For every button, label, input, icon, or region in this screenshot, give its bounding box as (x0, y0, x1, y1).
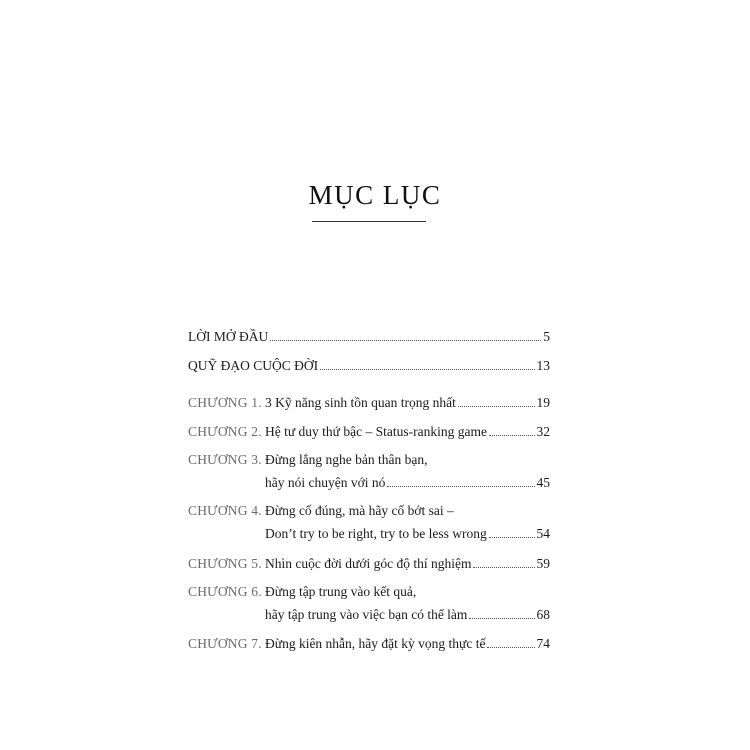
toc-page-number: 13 (536, 358, 550, 373)
dot-leader (469, 604, 534, 619)
chapter-title-continued: Don’t try to be right, try to be less wrong (265, 526, 487, 541)
dot-leader (487, 633, 534, 648)
chapter-number: CHƯƠNG 5. (188, 556, 262, 571)
chapter-title-continued: hãy tập trung vào việc bạn có thể làm (265, 607, 468, 622)
toc-page-number: 74 (536, 636, 550, 651)
toc-entry-intro[interactable] (188, 326, 550, 346)
chapter-number: CHƯƠNG 1. (188, 395, 262, 410)
dot-leader (489, 523, 535, 538)
toc-entry-chapter-4-cont[interactable] (188, 523, 550, 543)
chapter-title: Nhìn cuộc đời dưới góc độ thí nghiệm (265, 556, 472, 571)
chapter-number: CHƯƠNG 6. (188, 584, 262, 599)
toc-entry-label: LỜI MỞ ĐẦU (188, 329, 269, 344)
dot-leader (320, 355, 534, 370)
toc-page-number: 68 (536, 607, 550, 622)
dot-leader (458, 392, 535, 407)
toc-entry-label: QUỸ ĐẠO CUỘC ĐỜI (188, 358, 319, 373)
dot-leader (473, 553, 534, 568)
toc-page-number: 19 (536, 395, 550, 410)
chapter-title: Đừng kiên nhẫn, hãy đặt kỳ vọng thực tế (265, 636, 486, 651)
toc-page-number: 5 (543, 329, 550, 344)
toc-page-number: 45 (536, 475, 550, 490)
toc-entry-chapter-6[interactable] (188, 582, 550, 602)
toc-entry-chapter-6-cont[interactable] (188, 604, 550, 624)
chapter-title: Đừng cố đúng, mà hãy cố bớt sai – (265, 503, 454, 518)
toc-page-number: 59 (536, 556, 550, 571)
title-underline (312, 221, 426, 222)
toc-entry-chapter-3[interactable] (188, 450, 550, 470)
toc-entry-chapter-1[interactable] (188, 392, 550, 412)
chapter-title: Đừng tập trung vào kết quả, (265, 584, 417, 599)
toc-page-number: 32 (536, 424, 550, 439)
chapter-title: Đừng lắng nghe bản thân bạn, (265, 452, 428, 467)
toc-entry-chapter-7[interactable] (188, 633, 550, 653)
chapter-number: CHƯƠNG 2. (188, 424, 262, 439)
chapter-number: CHƯƠNG 7. (188, 636, 262, 651)
dot-leader (489, 421, 535, 436)
toc-entry-chapter-5[interactable] (188, 553, 550, 573)
toc-entry-chapter-4[interactable] (188, 501, 550, 521)
toc-entry-chapter-3-cont[interactable] (188, 472, 550, 492)
chapter-title-continued: hãy nói chuyện với nó (265, 475, 386, 490)
chapter-number: CHƯƠNG 4. (188, 503, 262, 518)
chapter-title: Hệ tư duy thứ bậc – Status-ranking game (265, 424, 487, 439)
toc-page-number: 54 (536, 526, 550, 541)
toc-entry-life-trajectory[interactable] (188, 355, 550, 375)
dot-leader (270, 326, 541, 341)
chapter-title: 3 Kỹ năng sinh tồn quan trọng nhất (265, 395, 456, 410)
chapter-number: CHƯƠNG 3. (188, 452, 262, 467)
toc-entry-chapter-2[interactable] (188, 421, 550, 441)
page-title: MỤC LỤC (308, 180, 442, 210)
dot-leader (387, 472, 534, 487)
